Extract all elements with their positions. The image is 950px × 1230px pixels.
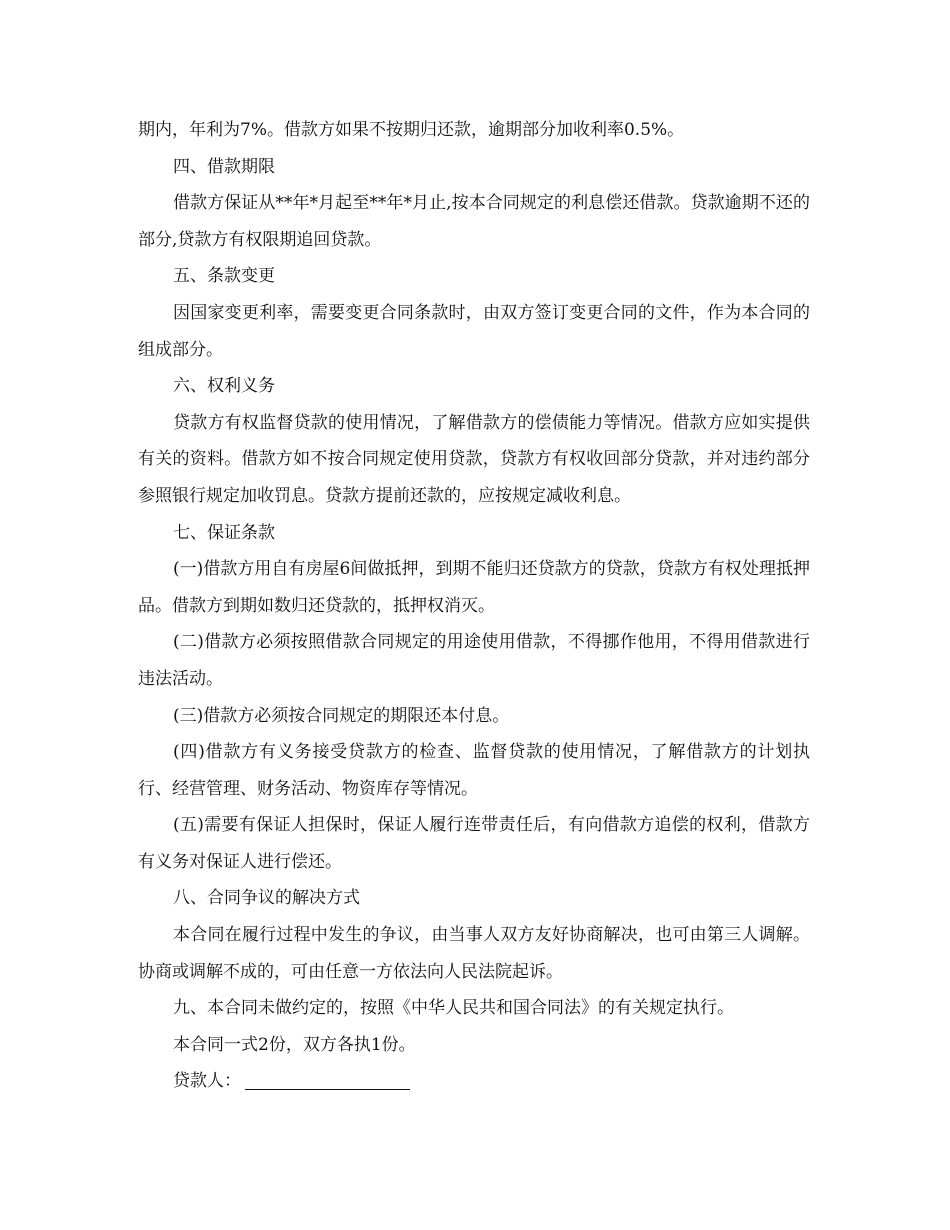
signature-lender-label: 贷款人：	[173, 1071, 241, 1092]
paragraph-copies: 本合同一式2份，双方各执1份。	[173, 1034, 416, 1055]
heading-clause-change: 五、条款变更	[173, 266, 275, 287]
paragraph-guarantee-1: (一)借款方用自有房屋6间做抵押，到期不能归还贷款方的贷款，贷款方有权处理抵押品。借款方到期如数归还贷款的，抵押权消灭。	[138, 559, 810, 616]
heading-dispute-resolution: 八、合同争议的解决方式	[173, 888, 360, 909]
heading-loan-term: 四、借款期限	[173, 156, 275, 177]
heading-rights-obligations: 六、权利义务	[173, 376, 275, 397]
paragraph-rights-obligations: 贷款方有权监督贷款的使用情况，了解借款方的偿债能力等情况。借款方应如实提供有关的资料。借款方如不按合同规定使用贷款，贷款方有权收回部分贷款，并对违约部分参照银行规定加收罚息。贷款方提前还款的，应按规定减收利息。	[138, 412, 810, 506]
paragraph-guarantee-4: (四)借款方有义务接受贷款方的检查、监督贷款的使用情况，了解借款方的计划执行、经营管理、财务活动、物资库存等情况。	[138, 742, 810, 799]
paragraph-interest-rate: 期内，年利为7%。借款方如果不按期归还款，逾期部分加收利率0.5%。	[138, 120, 685, 140]
paragraph-applicable-law: 九、本合同未做约定的，按照《中华人民共和国合同法》的有关规定执行。	[173, 998, 734, 1019]
contract-body	[138, 112, 810, 1100]
paragraph-guarantee-3: (三)借款方必须按合同规定的期限还本付息。	[173, 705, 510, 726]
signature-lender-line[interactable]	[245, 1067, 410, 1090]
paragraph-dispute-resolution: 本合同在履行过程中发生的争议，由当事人双方友好协商解决，也可由第三人调解。协商或调解不成的，可由任意一方依法向人民法院起诉。	[138, 925, 810, 982]
signature-lender	[138, 1063, 810, 1100]
paragraph-loan-term: 借款方保证从**年*月起至**年*月止,按本合同规定的利息偿还借款。贷款逾期不还的部分,贷款方有权限期追回贷款。	[138, 193, 810, 250]
heading-guarantee-clauses: 七、保证条款	[173, 522, 275, 543]
paragraph-guarantee-2: (二)借款方必须按照借款合同规定的用途使用借款，不得挪作他用，不得用借款进行违法活动。	[138, 632, 810, 689]
paragraph-guarantee-5: (五)需要有保证人担保时，保证人履行连带责任后，有向借款方追偿的权利，借款方有义务对保证人进行偿还。	[138, 815, 810, 872]
paragraph-clause-change: 因国家变更利率，需要变更合同条款时，由双方签订变更合同的文件，作为本合同的组成部分。	[138, 302, 810, 360]
